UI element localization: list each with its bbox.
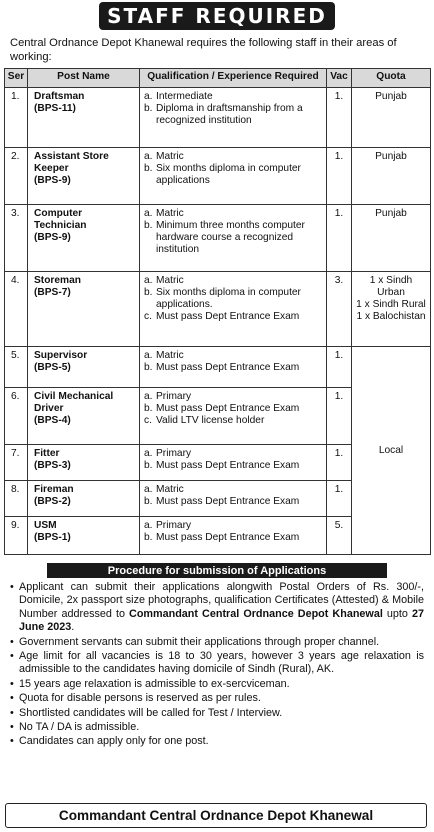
qualification-text: Matric bbox=[156, 275, 184, 286]
qualification-item bbox=[144, 532, 322, 544]
procedure-text bbox=[19, 650, 424, 677]
procedure-segment: Candidates can apply only for one post. bbox=[19, 735, 209, 748]
row-quota bbox=[352, 205, 431, 272]
procedure-item bbox=[10, 678, 424, 691]
post-bps: (BPS-3) bbox=[34, 460, 71, 471]
qualification-letter: b. bbox=[144, 220, 153, 231]
bullet-icon: • bbox=[10, 581, 14, 593]
row-post bbox=[28, 148, 140, 205]
procedure-segment: No TA / DA is admissible. bbox=[19, 721, 140, 734]
procedure-text bbox=[19, 636, 379, 649]
procedure-list bbox=[4, 581, 430, 749]
bullet-icon: • bbox=[10, 735, 14, 748]
page-title: STAFF REQUIRED bbox=[99, 2, 335, 30]
qualification-item bbox=[144, 362, 322, 374]
row-vacancies: 1. bbox=[327, 388, 352, 445]
post-bps: (BPS-2) bbox=[34, 496, 71, 507]
row-vacancies: 1. bbox=[327, 148, 352, 205]
post-name: Computer Technician bbox=[34, 208, 87, 231]
qualification-text: Must pass Dept Entrance Exam bbox=[156, 362, 300, 373]
qualification-letter: b. bbox=[144, 460, 153, 471]
row-quota bbox=[352, 88, 431, 148]
qualification-item bbox=[144, 287, 322, 311]
row-post bbox=[28, 205, 140, 272]
qualification-letter: b. bbox=[144, 362, 153, 373]
qualification-text: Six months diploma in computer applications. bbox=[156, 287, 301, 310]
row-vacancies: 1. bbox=[327, 205, 352, 272]
row-vacancies: 5. bbox=[327, 517, 352, 555]
qualification-text: Must pass Dept Entrance Exam bbox=[156, 311, 300, 322]
procedure-segment: Shortlisted candidates will be called for Test / Interview. bbox=[19, 706, 283, 719]
row-quota bbox=[352, 148, 431, 205]
procedure-item bbox=[10, 650, 424, 677]
intro-text: Central Ordnance Depot Khanewal requires the following staff in their areas of working: bbox=[10, 37, 397, 63]
row-ser: 8. bbox=[5, 481, 28, 517]
bullet-icon: • bbox=[10, 635, 14, 648]
qualification-item bbox=[144, 91, 322, 103]
procedure-text bbox=[19, 721, 139, 734]
qualification-letter: c. bbox=[144, 311, 152, 322]
table-row bbox=[5, 272, 431, 347]
procedure-text bbox=[19, 692, 261, 705]
qualification-text: Must pass Dept Entrance Exam bbox=[156, 496, 300, 507]
qualification-letter: b. bbox=[144, 287, 153, 298]
post-bps: (BPS-9) bbox=[34, 232, 71, 243]
qualification-item bbox=[144, 496, 322, 508]
post-name: Storeman bbox=[34, 275, 81, 286]
qualification-letter: b. bbox=[144, 496, 153, 507]
qualification-item bbox=[144, 220, 322, 256]
row-qualification bbox=[140, 205, 327, 272]
procedure-segment: Government servants can submit their applications through proper channel. bbox=[19, 635, 380, 648]
qualification-text: Six months diploma in computer applications bbox=[156, 163, 301, 186]
qualification-item bbox=[144, 311, 322, 323]
header-post-name: Post Name bbox=[28, 69, 140, 88]
qualification-text: Diploma in draftsmanship from a recognized institution bbox=[156, 103, 303, 126]
header-ser: Ser bbox=[5, 69, 28, 88]
header-vac: Vac bbox=[327, 69, 352, 88]
procedure-segment: upto bbox=[382, 607, 412, 620]
qualification-letter: a. bbox=[144, 151, 153, 162]
row-quota bbox=[352, 272, 431, 347]
qualification-text: Primary bbox=[156, 391, 192, 402]
row-post bbox=[28, 388, 140, 445]
procedure-segment: . bbox=[71, 621, 75, 634]
local-quota: Local bbox=[352, 347, 431, 555]
post-name: Fireman bbox=[34, 484, 74, 495]
bullet-icon: • bbox=[10, 650, 14, 663]
qualification-item bbox=[144, 163, 322, 187]
qualification-letter: a. bbox=[144, 350, 153, 361]
quota-line: Punjab bbox=[375, 91, 407, 102]
procedure-text bbox=[19, 678, 290, 691]
procedure-segment: Age limit for all vacancies is 18 to 30 years, however 3 years age relaxation is admissible to the candidates having domicile of Sindh (Rural), AK. bbox=[19, 650, 424, 676]
qualification-letter: a. bbox=[144, 520, 153, 531]
qualification-text: Primary bbox=[156, 520, 192, 531]
qualification-text: Primary bbox=[156, 448, 192, 459]
qualification-letter: b. bbox=[144, 532, 153, 543]
row-post bbox=[28, 272, 140, 347]
procedure-item bbox=[10, 707, 424, 720]
qualification-text: Matric bbox=[156, 151, 184, 162]
row-ser: 7. bbox=[5, 445, 28, 481]
procedure-emphasis: 27 June 2023 bbox=[19, 607, 424, 634]
table-row bbox=[5, 205, 431, 272]
quota-line: 1 x Balochistan bbox=[356, 311, 426, 322]
row-vacancies: 3. bbox=[327, 272, 352, 347]
table-header-row bbox=[5, 69, 431, 88]
post-name: Fitter bbox=[34, 448, 60, 459]
qualification-letter: b. bbox=[144, 103, 153, 114]
row-post bbox=[28, 347, 140, 388]
row-ser: 4. bbox=[5, 272, 28, 347]
qualification-item bbox=[144, 151, 322, 163]
qualification-letter: a. bbox=[144, 484, 153, 495]
row-ser: 2. bbox=[5, 148, 28, 205]
row-post bbox=[28, 481, 140, 517]
table-row bbox=[5, 347, 431, 388]
qualification-text: Matric bbox=[156, 208, 184, 219]
quota-line: Punjab bbox=[375, 151, 407, 162]
qualification-item bbox=[144, 415, 322, 427]
bullet-icon: • bbox=[10, 706, 14, 719]
qualification-text: Matric bbox=[156, 350, 184, 361]
qualification-letter: b. bbox=[144, 403, 153, 414]
procedure-item bbox=[10, 735, 424, 748]
post-name: Draftsman bbox=[34, 91, 85, 102]
qualification-text: Must pass Dept Entrance Exam bbox=[156, 460, 300, 471]
post-name: Assistant Store Keeper bbox=[34, 151, 109, 174]
post-name: Civil Mechanical Driver bbox=[34, 391, 114, 414]
row-qualification bbox=[140, 88, 327, 148]
row-vacancies: 1. bbox=[327, 88, 352, 148]
footer-address: Commandant Central Ordnance Depot Khanewal bbox=[5, 803, 427, 828]
procedure-heading: Procedure for submission of Applications bbox=[47, 563, 387, 578]
qualification-letter: a. bbox=[144, 275, 153, 286]
post-bps: (BPS-9) bbox=[34, 175, 71, 186]
procedure-segment: Applicant can submit their applications alongwith Postal Orders of Rs. 300/-, Domicile, 2x passport size photographs, qualification Certificates (Attested) & Mobile Number addressed to bbox=[19, 581, 424, 620]
procedure-text bbox=[19, 707, 282, 720]
row-vacancies: 1. bbox=[327, 481, 352, 517]
row-ser: 5. bbox=[5, 347, 28, 388]
post-bps: (BPS-1) bbox=[34, 532, 71, 543]
row-qualification bbox=[140, 347, 327, 388]
post-name: Supervisor bbox=[34, 350, 88, 361]
qualification-text: Minimum three months computer hardware course a recognized institution bbox=[156, 220, 305, 255]
qualification-letter: c. bbox=[144, 415, 152, 426]
row-qualification bbox=[140, 445, 327, 481]
qualification-letter: a. bbox=[144, 391, 153, 402]
row-qualification bbox=[140, 388, 327, 445]
qualification-text: Matric bbox=[156, 484, 184, 495]
post-name: USM bbox=[34, 520, 57, 531]
row-vacancies: 1. bbox=[327, 445, 352, 481]
qualification-item bbox=[144, 484, 322, 496]
bullet-icon: • bbox=[10, 692, 14, 705]
row-vacancies: 1. bbox=[327, 347, 352, 388]
procedure-segment: 15 years age relaxation is admissible to ex-sercviceman. bbox=[19, 677, 290, 690]
row-qualification bbox=[140, 517, 327, 555]
table-row bbox=[5, 88, 431, 148]
qualification-text: Must pass Dept Entrance Exam bbox=[156, 532, 300, 543]
qualification-letter: a. bbox=[144, 448, 153, 459]
row-ser: 3. bbox=[5, 205, 28, 272]
quota-line: 1 x Sindh Urban bbox=[369, 275, 413, 298]
qualification-text: Must pass Dept Entrance Exam bbox=[156, 403, 300, 414]
bullet-icon: • bbox=[10, 721, 14, 734]
qualification-text: Intermediate bbox=[156, 91, 213, 102]
qualification-item bbox=[144, 208, 322, 220]
qualification-item bbox=[144, 350, 322, 362]
row-post bbox=[28, 88, 140, 148]
qualification-letter: a. bbox=[144, 208, 153, 219]
post-bps: (BPS-7) bbox=[34, 287, 71, 298]
bullet-icon: • bbox=[10, 677, 14, 690]
post-bps: (BPS-4) bbox=[34, 415, 71, 426]
row-ser: 1. bbox=[5, 88, 28, 148]
qualification-item bbox=[144, 448, 322, 460]
procedure-text bbox=[19, 735, 209, 748]
table-body bbox=[5, 88, 431, 555]
procedure-segment: Quota for disable persons is reserved as per rules. bbox=[19, 692, 261, 705]
header-qualification: Qualification / Experience Required bbox=[140, 69, 327, 88]
row-qualification bbox=[140, 272, 327, 347]
qualification-letter: b. bbox=[144, 163, 153, 174]
qualification-letter: a. bbox=[144, 91, 153, 102]
procedure-text bbox=[19, 581, 424, 635]
post-bps: (BPS-11) bbox=[34, 103, 76, 114]
quota-line: Punjab bbox=[375, 208, 407, 219]
staff-table bbox=[4, 68, 431, 555]
qualification-item bbox=[144, 103, 322, 127]
qualification-item bbox=[144, 403, 322, 415]
qualification-item bbox=[144, 460, 322, 472]
procedure-item bbox=[10, 636, 424, 649]
row-ser: 9. bbox=[5, 517, 28, 555]
row-ser: 6. bbox=[5, 388, 28, 445]
qualification-item bbox=[144, 391, 322, 403]
row-post bbox=[28, 517, 140, 555]
qualification-item bbox=[144, 520, 322, 532]
table-row bbox=[5, 148, 431, 205]
quota-line: 1 x Sindh Rural bbox=[356, 299, 426, 310]
procedure-item bbox=[10, 721, 424, 734]
qualification-item bbox=[144, 275, 322, 287]
qualification-text: Valid LTV license holder bbox=[156, 415, 265, 426]
header-quota: Quota bbox=[352, 69, 431, 88]
procedure-emphasis: Commandant Central Ordnance Depot Khanewal bbox=[129, 607, 383, 620]
row-qualification bbox=[140, 148, 327, 205]
row-post bbox=[28, 445, 140, 481]
procedure-item bbox=[10, 581, 424, 635]
row-qualification bbox=[140, 481, 327, 517]
procedure-item bbox=[10, 692, 424, 705]
post-bps: (BPS-5) bbox=[34, 362, 71, 373]
